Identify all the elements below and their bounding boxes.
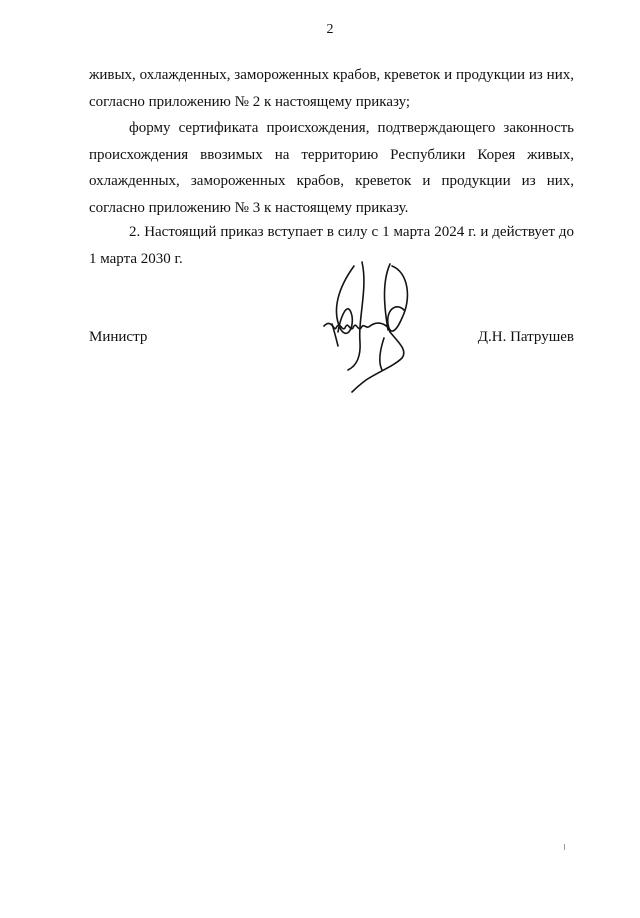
paragraph-effective-date: 2. Настоящий приказ вступает в силу с 1 марта 2024 г. и действует до 1 марта 2030 г. bbox=[89, 224, 574, 267]
paragraph-appendix-2: живых, охлажденных, замороженных крабов, креветок и продукции из них, согласно приложению № 2 к настоящему приказу; bbox=[89, 67, 574, 110]
signatory-title: Министр bbox=[89, 329, 148, 345]
page-number: 2 bbox=[326, 22, 334, 37]
scan-artifact bbox=[564, 844, 565, 850]
handwritten-signature-icon bbox=[318, 258, 418, 394]
signatory-name: Д.Н. Патрушев bbox=[477, 329, 574, 345]
paragraph-appendix-3: форму сертификата происхождения, подтверждающего законность происхождения ввозимых на территорию Республики Корея живых, охлажденных, замороженных крабов, креветок и продукции из них, согласно приложению № 3 к настоящему приказу. bbox=[89, 120, 574, 216]
